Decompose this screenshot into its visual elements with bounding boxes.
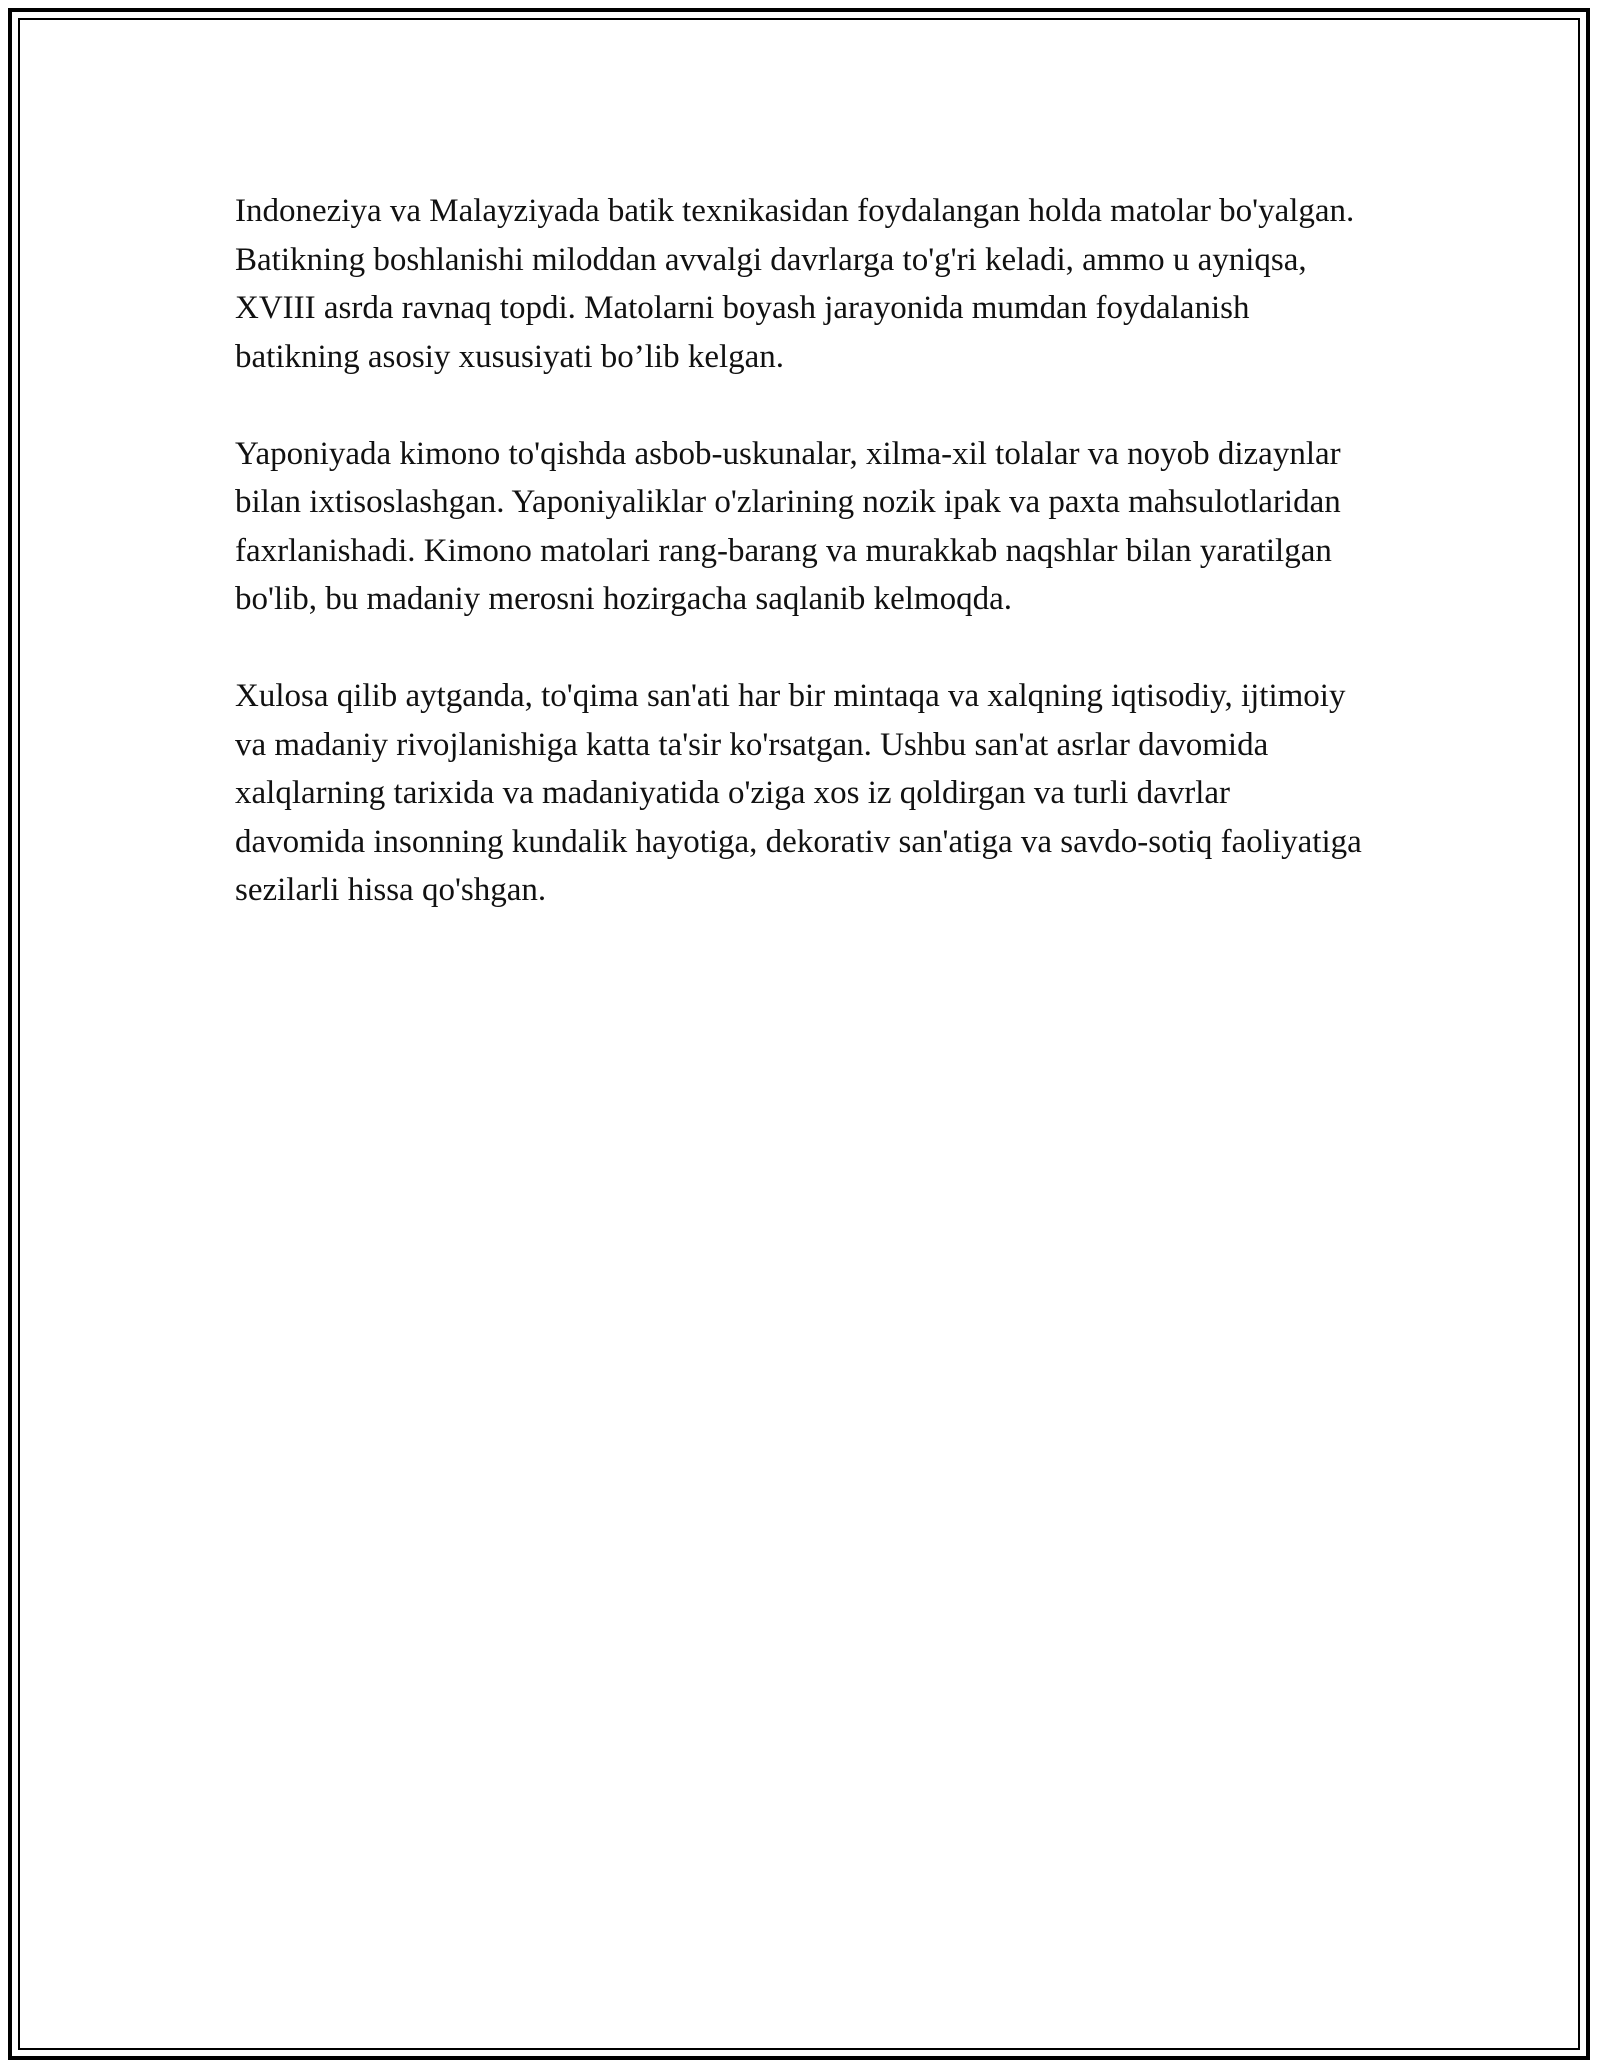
paragraph-kimono: Yaponiyada kimono to'qishda asbob-uskunalar, xilma-xil tolalar va noyob dizaynlar bilan ixtisoslashgan. Yaponiyaliklar o'zlarining nozik ipak va paxta mahsulotlaridan faxrlanishadi. Kimono matolari rang-barang va murakkab naqshlar bilan yaratilgan bo'lib, bu madaniy merosni hozirgacha saqlanib kelmoqda. [235,435,1341,617]
paragraph-batik: Indoneziya va Malayziyada batik texnikasidan foydalangan holda matolar bo'yalgan. Batikning boshlanishi miloddan avvalgi davrlarga to'g'ri keladi, ammo u ayniqsa, XVIII asrda ravnaq topdi. Matolarni boyash jarayonida mumdan foydalanish batikning asosiy xususiyati bo’lib kelgan. [235,193,1355,375]
paragraph-conclusion: Xulosa qilib aytganda, to'qima san'ati har bir mintaqa va xalqning iqtisodiy, ijtimoiy va madaniy rivojlanishiga katta ta'sir ko'rsatgan. Ushbu san'at asrlar davomida xalqlarning tarixida va madaniyatida o'ziga xos iz qoldirgan va turli davrlar davomida insonning kundalik hayotiga, dekorativ san'atiga va savdo-sotiq faoliyatiga sezilarli hissa qo'shgan. [235,678,1362,908]
document-body [235,187,1365,963]
